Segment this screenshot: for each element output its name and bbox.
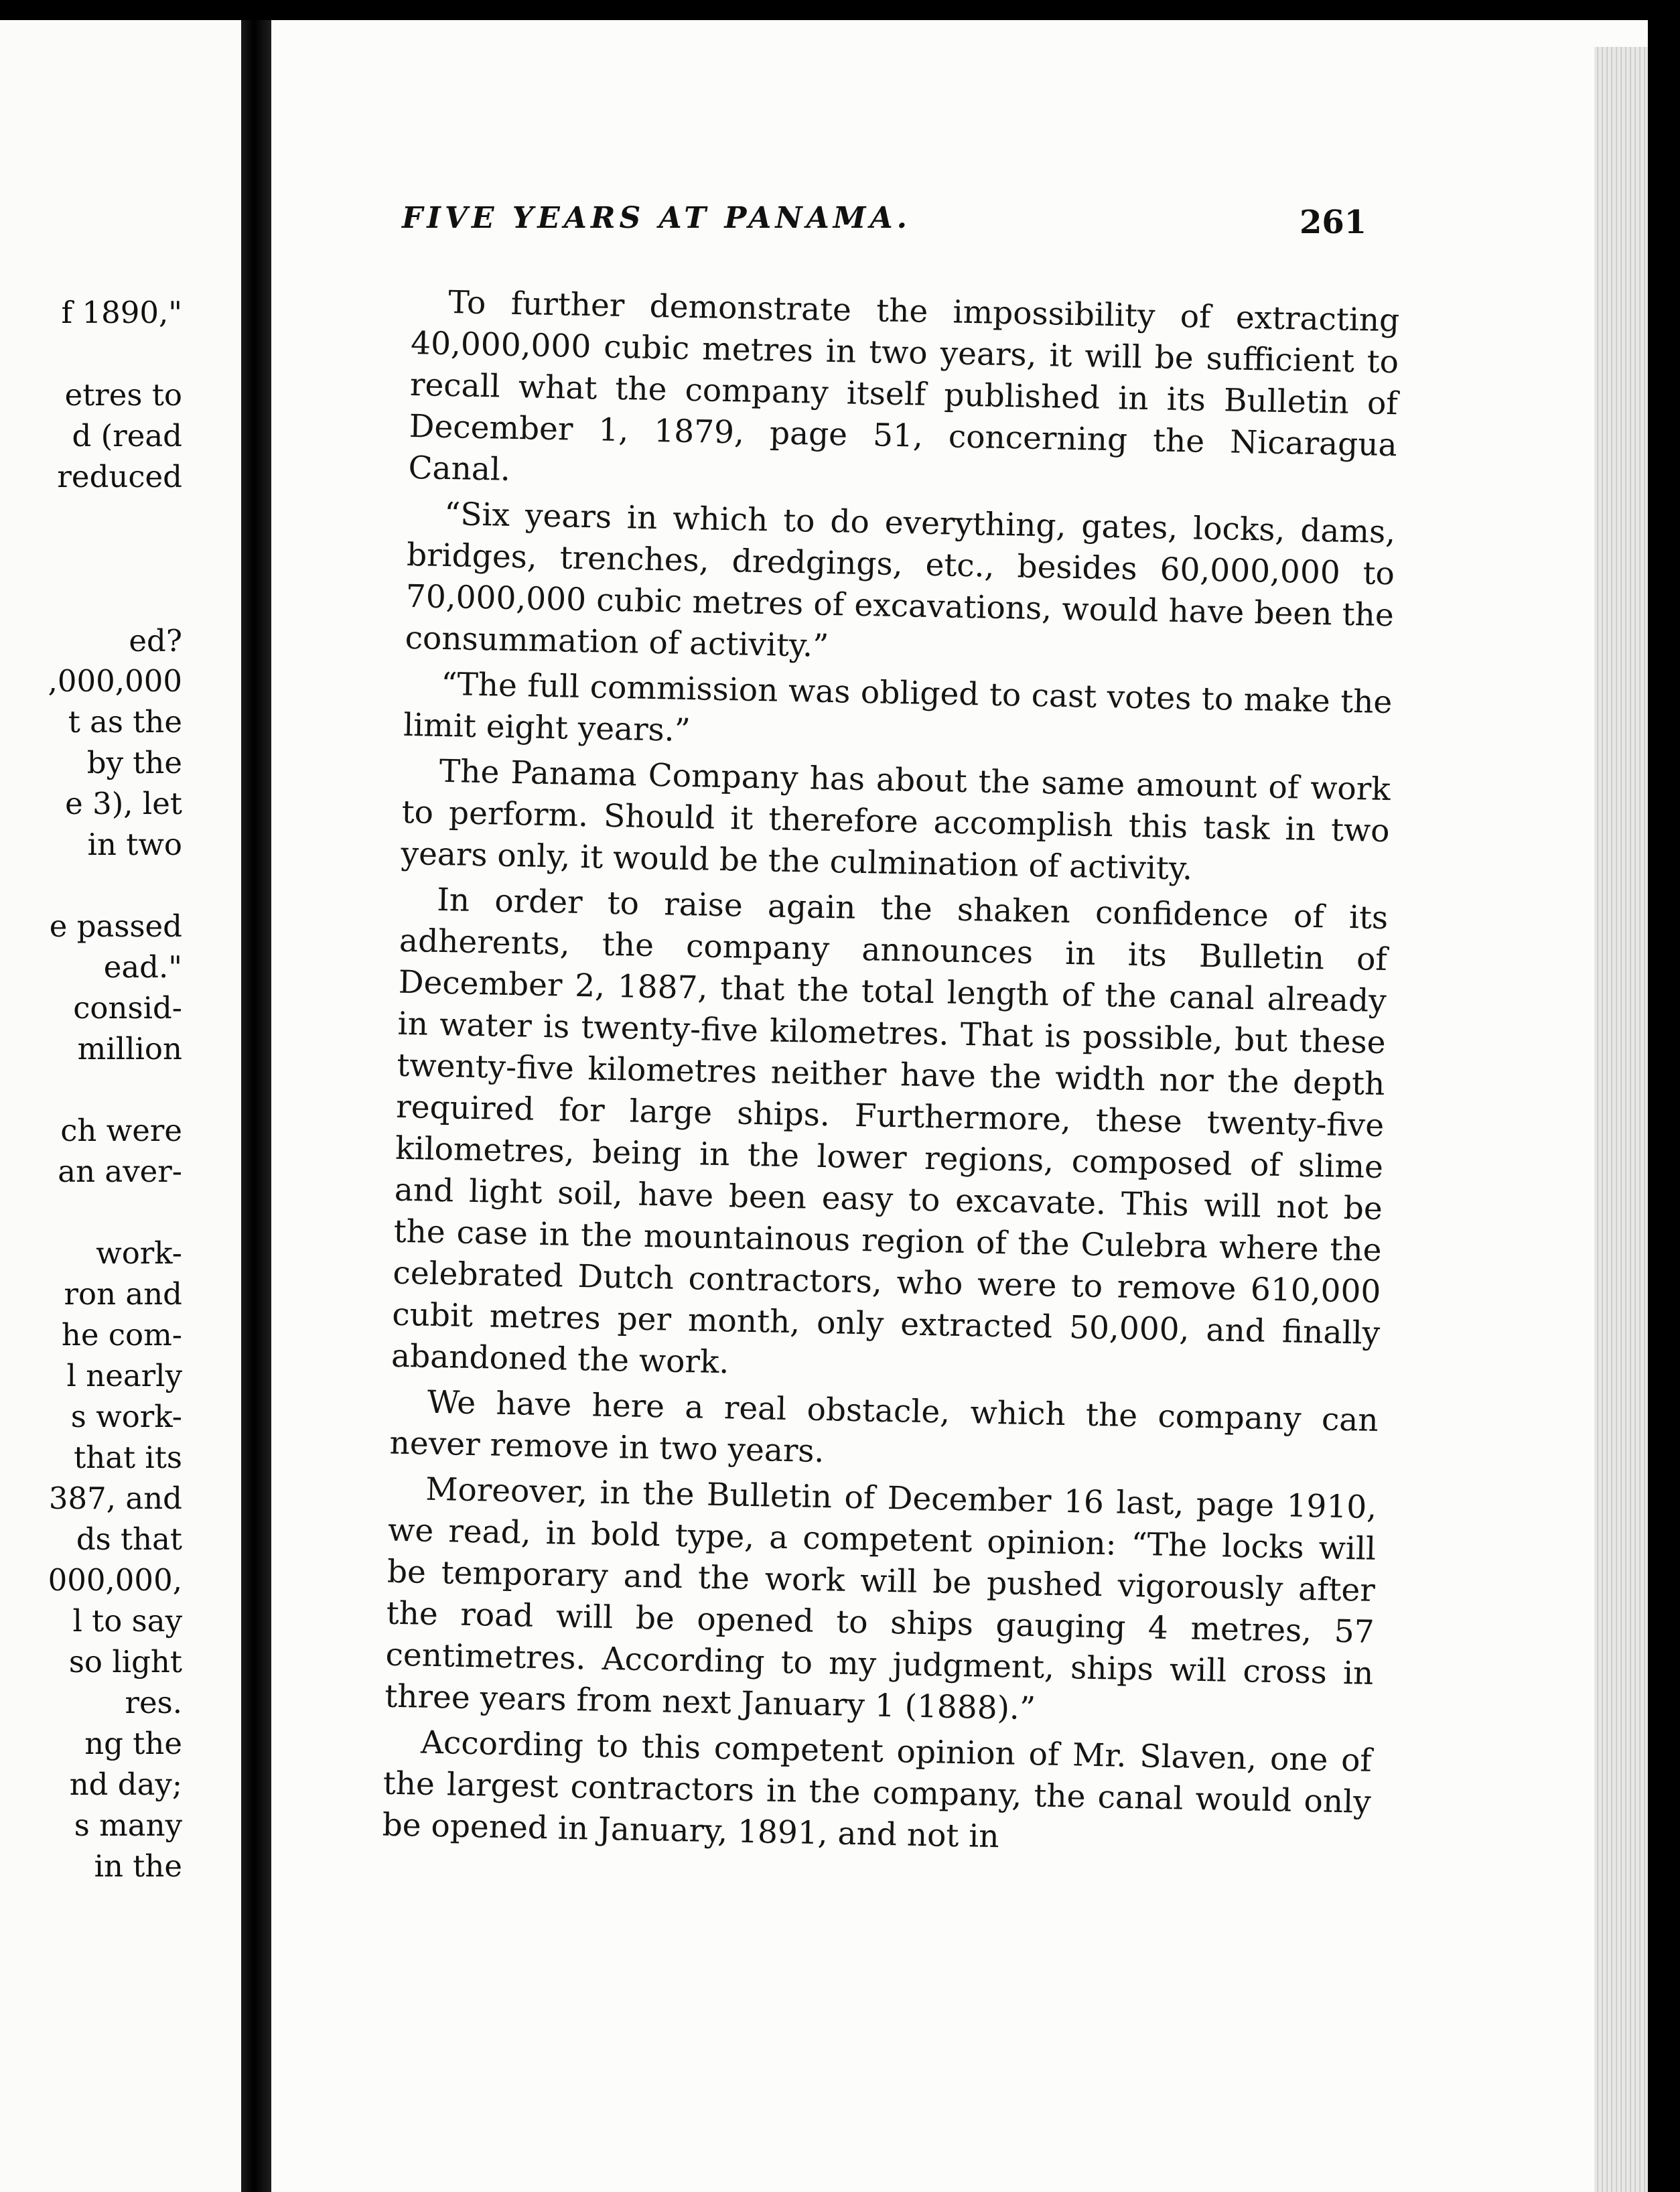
left-line: d (read [72, 418, 182, 454]
left-line: s work- [70, 1399, 182, 1434]
left-line: he com- [61, 1317, 182, 1353]
left-line: 387, and [48, 1481, 182, 1516]
paragraph: To further demonstrate the impossibility of extracting 40,000,000 cubic metres in two years, it will be sufficient to recall what the company itself published in its Bulletin of December 1, 1879, page 51, concerning the Nicaragua Canal. [408, 284, 1400, 488]
left-facing-page [0, 20, 241, 2192]
left-line: in two [87, 827, 182, 862]
body-text [382, 281, 1400, 1869]
paragraph: “Six years in which to do everything, gates, locks, dams, bridges, trenches, dredgings, etc., besides 60,000,000 to 70,000,000 cubic metres of excavations, would have been the consummation of activity.” [405, 495, 1396, 665]
left-line: res. [125, 1685, 182, 1720]
left-line: work- [96, 1235, 182, 1271]
left-line: e 3), let [65, 786, 182, 821]
left-line: million [77, 1031, 182, 1067]
left-line: by the [86, 745, 182, 780]
left-line: an aver- [58, 1154, 182, 1189]
left-line: s many [74, 1807, 182, 1843]
left-line: l nearly [66, 1358, 182, 1393]
running-head [402, 201, 1380, 248]
left-line: 000,000, [48, 1562, 182, 1598]
left-line: l to say [72, 1603, 182, 1639]
running-title: FIVE YEARS AT PANAMA. [402, 201, 911, 235]
left-line: t as the [68, 704, 182, 740]
paragraph: In order to raise again the shaken confidence of its adherents, the company announces in its Bulletin of December 2, 1887, that the total length of the canal already in water is twenty-five kilometres. That is possible, but these twenty-five kilometres neither have the width nor the depth required for large ships. Furthermore, these twenty-five kilometres, being in the lower regions, composed of slime and light soil, have been easy to excavate. This will not be the case in the mountainous region of the Culebra where the celebrated Dutch contractors, who were to remove 610,000 cubit metres per month, only extracted 50,000, and finally abandoned the work. [391, 881, 1389, 1381]
page-number: 261 [1300, 204, 1367, 241]
paragraph: The Panama Company has about the same amount of work to perform. Should it therefore accomplish this task in two years only, it would be the culmination of activity. [401, 752, 1391, 888]
paragraph: Moreover, in the Bulletin of December 16 last, page 1910, we read, in bold type, a competent opinion: “The locks will be temporary and the work will be pushed vigorously after the road will be opened to ships gauging 4 metres, 57 centimetres. According to my judgment, ships will cross in three years from next January 1 (1888).” [384, 1470, 1377, 1728]
left-line: ds that [76, 1521, 182, 1557]
left-line: f 1890," [61, 295, 182, 330]
left-line: consid- [73, 990, 182, 1026]
left-line: nd day; [69, 1767, 182, 1802]
paragraph: “The full commission was obliged to cast votes to make the limit eight years.” [403, 665, 1393, 750]
left-line: ,000,000 [48, 663, 182, 699]
page-edge-stack [1594, 47, 1648, 2192]
left-line: reduced [57, 459, 182, 494]
left-line: in the [94, 1848, 182, 1884]
left-line: that its [74, 1440, 182, 1475]
book-gutter [241, 20, 273, 2192]
left-line: e passed [49, 908, 182, 944]
left-line: ng the [84, 1726, 182, 1761]
paragraph: According to this competent opinion of Mr. Slaven, one of the largest contractors in the company, the canal would only be opened in January, 1891, and not in [382, 1724, 1373, 1856]
left-line: ron and [64, 1276, 182, 1312]
left-line: etres to [64, 377, 182, 413]
left-line: so light [68, 1644, 182, 1680]
left-line: ed? [129, 623, 182, 659]
left-line: ch were [60, 1113, 182, 1148]
paragraph: We have here a real obstacle, which the company can never remove in two years. [389, 1383, 1379, 1470]
left-line: ead." [103, 949, 182, 985]
